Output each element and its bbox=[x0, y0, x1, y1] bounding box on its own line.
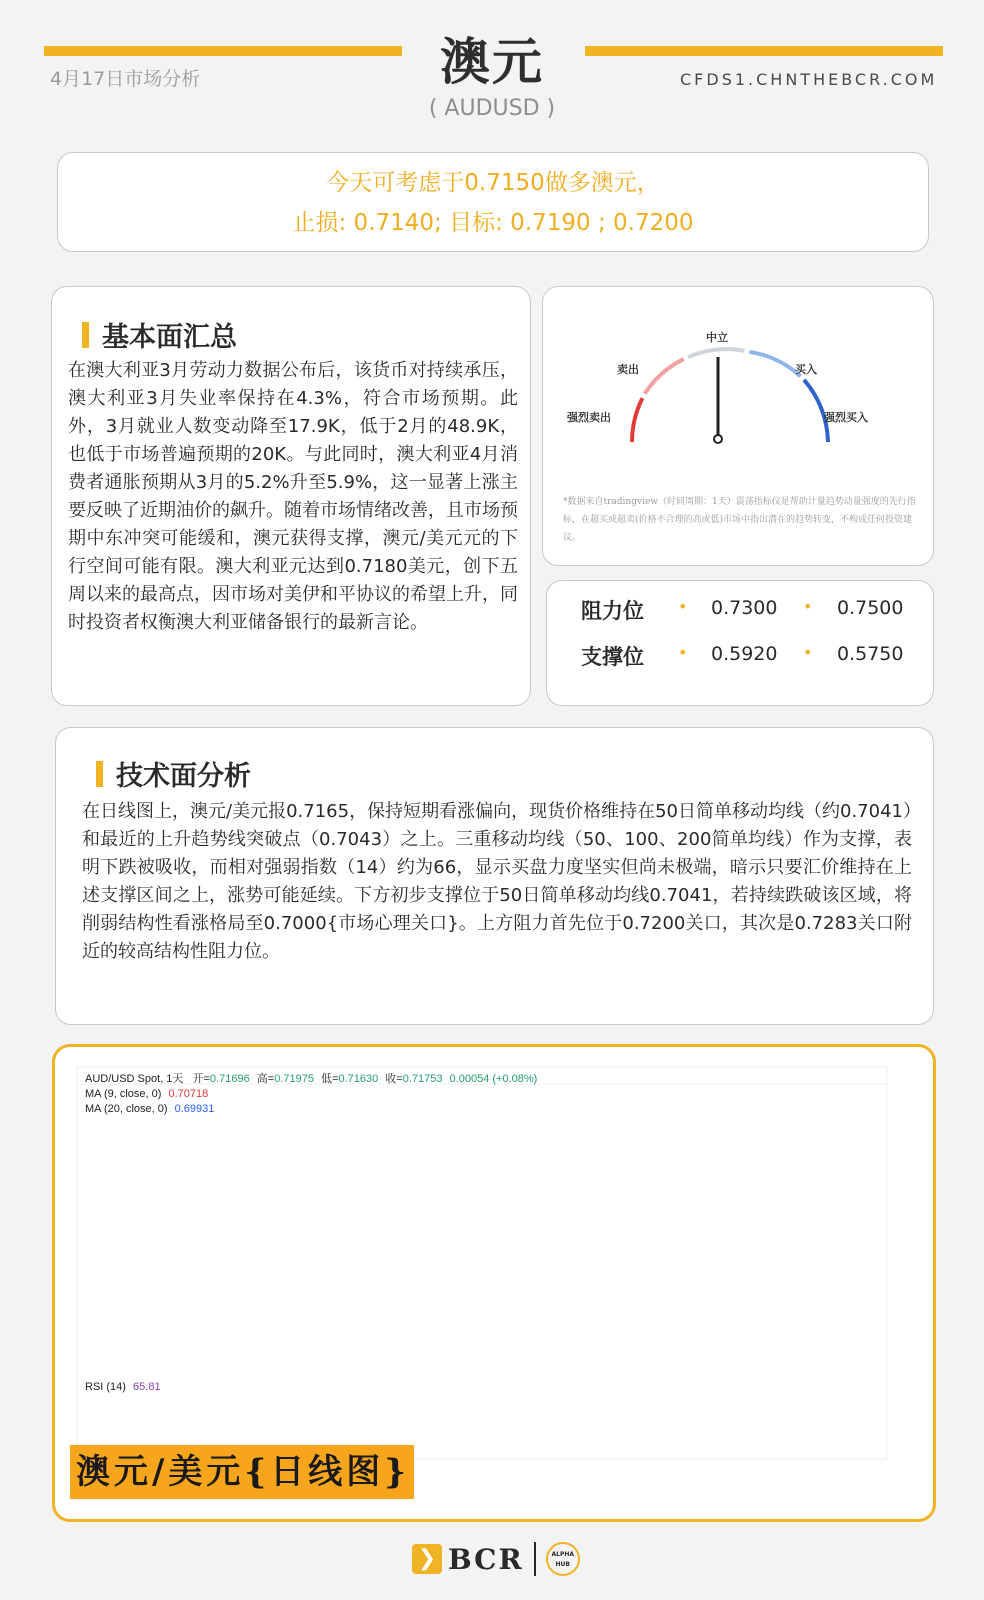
chart-open-label: 开= bbox=[192, 1073, 210, 1085]
support-label: 支撑位 bbox=[581, 645, 644, 669]
support-row bbox=[581, 641, 921, 671]
chart-high-label: 高= bbox=[256, 1073, 275, 1085]
logo-divider bbox=[534, 1542, 536, 1576]
chart-open-value: 0.71696 bbox=[209, 1073, 250, 1085]
alpha-hub-logo: ALPHA HUB bbox=[546, 1542, 580, 1576]
chart-change-value: 0.00054 (+0.08%) bbox=[449, 1073, 538, 1085]
recommendation-line-2: 止损: 0.7140; 目标: 0.7190 ; 0.7200 bbox=[292, 210, 694, 236]
gauge-label-strong-buy: 强烈买入 bbox=[824, 411, 868, 424]
technical-heading bbox=[96, 754, 251, 793]
fundamental-text: 在澳大利亚3月劳动力数据公布后，该货币对持续承压，澳大利亚3月失业率保持在4.3%，符合市场预期。此外，3月就业人数变动降至17.9K，低于2月的48.9K，也低于市场普遍预期的20K。与此同时，澳大利亚4月消费者通胀预期从3月的5.2%升至5.9%，这一显著上涨主要反映了近期油价的飙升。随着市场情绪改善，且市场预期中东冲突可能缓和，澳元获得支撑，澳元/美元元的下行空间可能有限。澳大利亚元达到0.7180美元，创下五周以来的最高点，因市场对美伊和平协议的希望上升，同时投资者权衡澳大利亚储备银行的最新言论。 bbox=[68, 360, 518, 633]
ma9-legend-value: 0.70718 bbox=[168, 1088, 209, 1100]
gauge-pivot bbox=[714, 435, 722, 443]
chart-close-value: 0.71753 bbox=[402, 1073, 443, 1085]
price-chart bbox=[55, 1047, 927, 1513]
technical-text: 在日线图上，澳元/美元报0.7165，保持短期看涨偏向，现货价格维持在50日简单移动均线（约0.7041）和最近的上升趋势线突破点（0.7043）之上。三重移动均线（50、100、200简单均线）作为支撑，表明下跌被吸收，而相对强弱指数（14）约为66，显示买盘力度坚实但尚未极端，暗示只要汇价维持在上述支撑区间之上，涨势可能延续。下方初步支撑位于50日简单移动均线0.7041，若持续跌破该区域，将削弱结构性看涨格局至0.7000{市场心理关口}。上方阻力首先位于0.7200关口，其次是0.7283关口附近的较高结构性阻力位。 bbox=[82, 801, 912, 962]
resistance-value-2: 0.7500 bbox=[837, 597, 904, 619]
fundamental-card bbox=[51, 286, 531, 706]
gauge-arc-neutral bbox=[688, 349, 744, 357]
resistance-row bbox=[581, 595, 921, 625]
chart-header bbox=[85, 1071, 537, 1085]
chart-low-value: 0.71630 bbox=[338, 1073, 379, 1085]
rsi-legend bbox=[85, 1381, 161, 1393]
date-label: 4月17日市场分析 bbox=[50, 68, 201, 90]
recommendation-line-1: 今天可考虑于0.7150做多澳元， bbox=[326, 170, 660, 196]
gauge-arc-buy bbox=[749, 352, 800, 377]
bullet-icon: • bbox=[678, 597, 688, 616]
gauge-note: *数据来自tradingview（时间周期：1天）震荡指标仪是帮助计量趋势动量强度的先行指标，在超买或超卖(价格不合理的高或低)市场中指出潜在的趋势转变，不构成任何投资建议。 bbox=[563, 497, 916, 543]
ma20-legend-value: 0.69931 bbox=[174, 1103, 215, 1115]
fundamental-title: 基本面汇总 bbox=[102, 322, 237, 353]
rsi-legend-value: 65.81 bbox=[133, 1381, 161, 1393]
bullet-icon: • bbox=[678, 643, 688, 662]
ma20-legend bbox=[85, 1103, 214, 1115]
support-value-1: 0.5920 bbox=[711, 643, 778, 665]
heading-marker bbox=[96, 761, 103, 787]
ma20-legend-label: MA (20, close, 0) bbox=[85, 1103, 168, 1115]
chart-symbol: AUD/USD Spot, 1天 bbox=[85, 1073, 184, 1085]
chart-close-label: 收= bbox=[385, 1073, 403, 1085]
support-value-2: 0.5750 bbox=[837, 643, 904, 665]
technical-card bbox=[55, 727, 934, 1025]
chart-low-label: 低= bbox=[321, 1073, 339, 1085]
bcr-logo-icon: ❯ bbox=[412, 1544, 442, 1574]
page-subtitle: ( AUDUSD ) bbox=[428, 96, 556, 121]
bullet-icon: • bbox=[803, 643, 813, 662]
bullet-icon: • bbox=[803, 597, 813, 616]
chart-frame bbox=[77, 1067, 887, 1459]
technical-title: 技术面分析 bbox=[116, 761, 251, 792]
recommendation-card bbox=[57, 152, 929, 252]
sentiment-gauge-card bbox=[542, 286, 934, 566]
ma9-legend bbox=[85, 1088, 208, 1100]
resistance-label: 阻力位 bbox=[581, 599, 644, 623]
gauge-label-buy: 买入 bbox=[795, 363, 817, 376]
chart-high-value: 0.71975 bbox=[274, 1073, 314, 1085]
levels-card bbox=[546, 580, 934, 706]
heading-marker bbox=[82, 322, 89, 348]
website-label: CFDS1.CHNTHEBCR.COM bbox=[680, 70, 938, 89]
gauge-label-sell: 卖出 bbox=[617, 363, 639, 376]
gauge-label-neutral: 中立 bbox=[706, 331, 728, 344]
resistance-value-1: 0.7300 bbox=[711, 597, 778, 619]
gauge-arc-strong-sell bbox=[632, 398, 642, 442]
rsi-legend-label: RSI (14) bbox=[85, 1381, 126, 1393]
brand-logo-text: BCR bbox=[448, 1542, 524, 1576]
fundamental-heading bbox=[82, 315, 237, 354]
page-title: 澳元 bbox=[440, 33, 544, 91]
gauge-label-strong-sell: 强烈卖出 bbox=[567, 411, 611, 424]
brand-logo bbox=[412, 1538, 580, 1580]
ma9-legend-label: MA (9, close, 0) bbox=[85, 1088, 162, 1100]
sentiment-gauge bbox=[543, 287, 933, 487]
chart-caption: 澳元/美元{日线图} bbox=[70, 1445, 414, 1499]
price-chart-card bbox=[52, 1044, 936, 1522]
gauge-arc-sell bbox=[645, 359, 684, 394]
